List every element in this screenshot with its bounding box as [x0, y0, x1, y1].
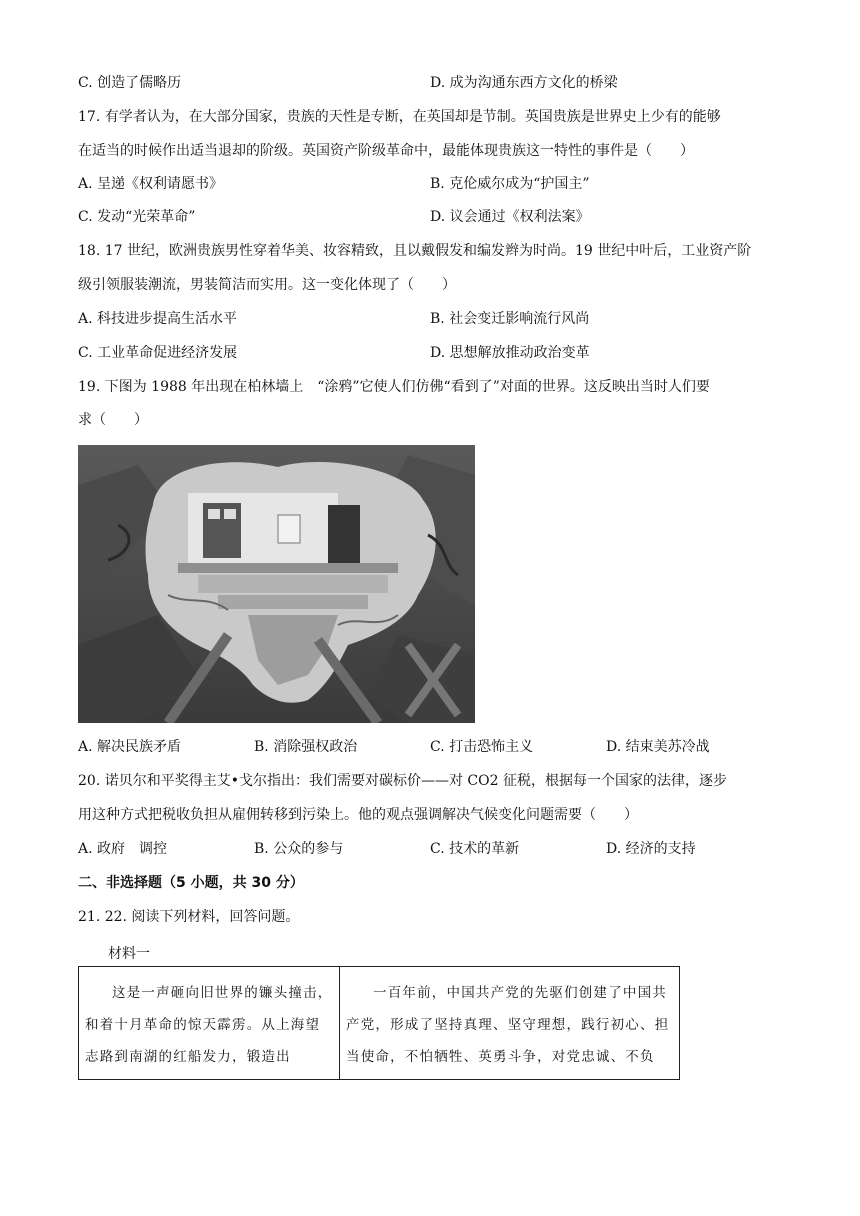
q19-stem-line1: 19. 下图为 1988 年出现在柏林墙上 “涂鸦”它使人们仿佛“看到了”对面的世界。这反映出当时人们要	[78, 379, 710, 395]
q19-option-a: A. 解决民族矛盾	[78, 739, 182, 755]
q18-option-a: A. 科技进步提高生活水平	[78, 311, 238, 327]
material-cell-right	[340, 967, 679, 1079]
q18-option-b: B. 社会变迁影响流行风尚	[430, 311, 590, 327]
q18-option-c: C. 工业革命促进经济发展	[78, 345, 238, 361]
q19-option-c: C. 打击恐怖主义	[430, 739, 534, 755]
material-table	[78, 966, 680, 1080]
q17-option-d: D. 议会通过《权利法案》	[430, 209, 590, 225]
q20-option-a: A. 政府 调控	[78, 841, 168, 857]
q18-stem-line2: 级引领服装潮流，男装简洁而实用。这一变化体现了（ ）	[78, 277, 456, 293]
q20-option-d: D. 经济的支持	[606, 841, 696, 857]
q17-stem-line1: 17. 有学者认为，在大部分国家，贵族的天性是专断，在英国却是节制。英国贵族是世界史上少有的能够	[78, 109, 721, 125]
q17-option-c: C. 发动“光荣革命”	[78, 209, 196, 225]
q18-stem-line1: 18. 17 世纪，欧洲贵族男性穿着华美、妆容精致，且以戴假发和编发辫为时尚。19 世纪中叶后，工业资产阶	[78, 243, 752, 259]
q16-option-d: D. 成为沟通东西方文化的桥梁	[430, 75, 618, 91]
q18-option-d: D. 思想解放推动政治变革	[430, 345, 590, 361]
q19-stem-line2: 求（ ）	[78, 412, 148, 428]
q20-stem-line2: 用这种方式把税收负担从雇佣转移到污染上。他的观点强调解决气候变化问题需要（ ）	[78, 807, 638, 823]
material-left-text: 这是一声砸向旧世界的镰头撞击，和着十月革命的惊天霹雳。从上海望志路到南湖的红船发力，锻造出	[85, 985, 333, 1065]
material-cell-left	[79, 967, 340, 1079]
q17-option-b: B. 克伦威尔成为“护国主”	[430, 176, 590, 192]
q21-intro: 21. 22. 阅读下列材料，回答问题。	[78, 909, 300, 925]
q20-option-b: B. 公众的参与	[254, 841, 344, 857]
q17-option-a: A. 呈递《权利请愿书》	[78, 176, 224, 192]
q20-option-c: C. 技术的革新	[430, 841, 520, 857]
material-label: 材料一	[108, 946, 150, 962]
q17-stem-line2: 在适当的时候作出适当退却的阶级。英国资产阶级革命中，最能体现贵族这一特性的事件是（ ）	[78, 143, 694, 159]
berlin-wall-graffiti-image	[78, 445, 475, 723]
q19-option-b: B. 消除强权政治	[254, 739, 358, 755]
q20-stem-line1: 20. 诺贝尔和平奖得主艾•戈尔指出：我们需要对碳标价——对 CO2 征税，根据每一个国家的法律，逐步	[78, 773, 727, 789]
q16-option-c: C. 创造了儒略历	[78, 75, 182, 91]
section-heading: 二、非选择题（5 小题，共 30 分）	[78, 875, 304, 891]
material-right-text: 一百年前，中国共产党的先驱们创建了中国共产党，形成了坚持真理、坚守理想，践行初心、担当使命，不怕牺牲、英勇斗争，对党忠诚、不负	[346, 985, 670, 1065]
q19-option-d: D. 结束美苏冷战	[606, 739, 710, 755]
